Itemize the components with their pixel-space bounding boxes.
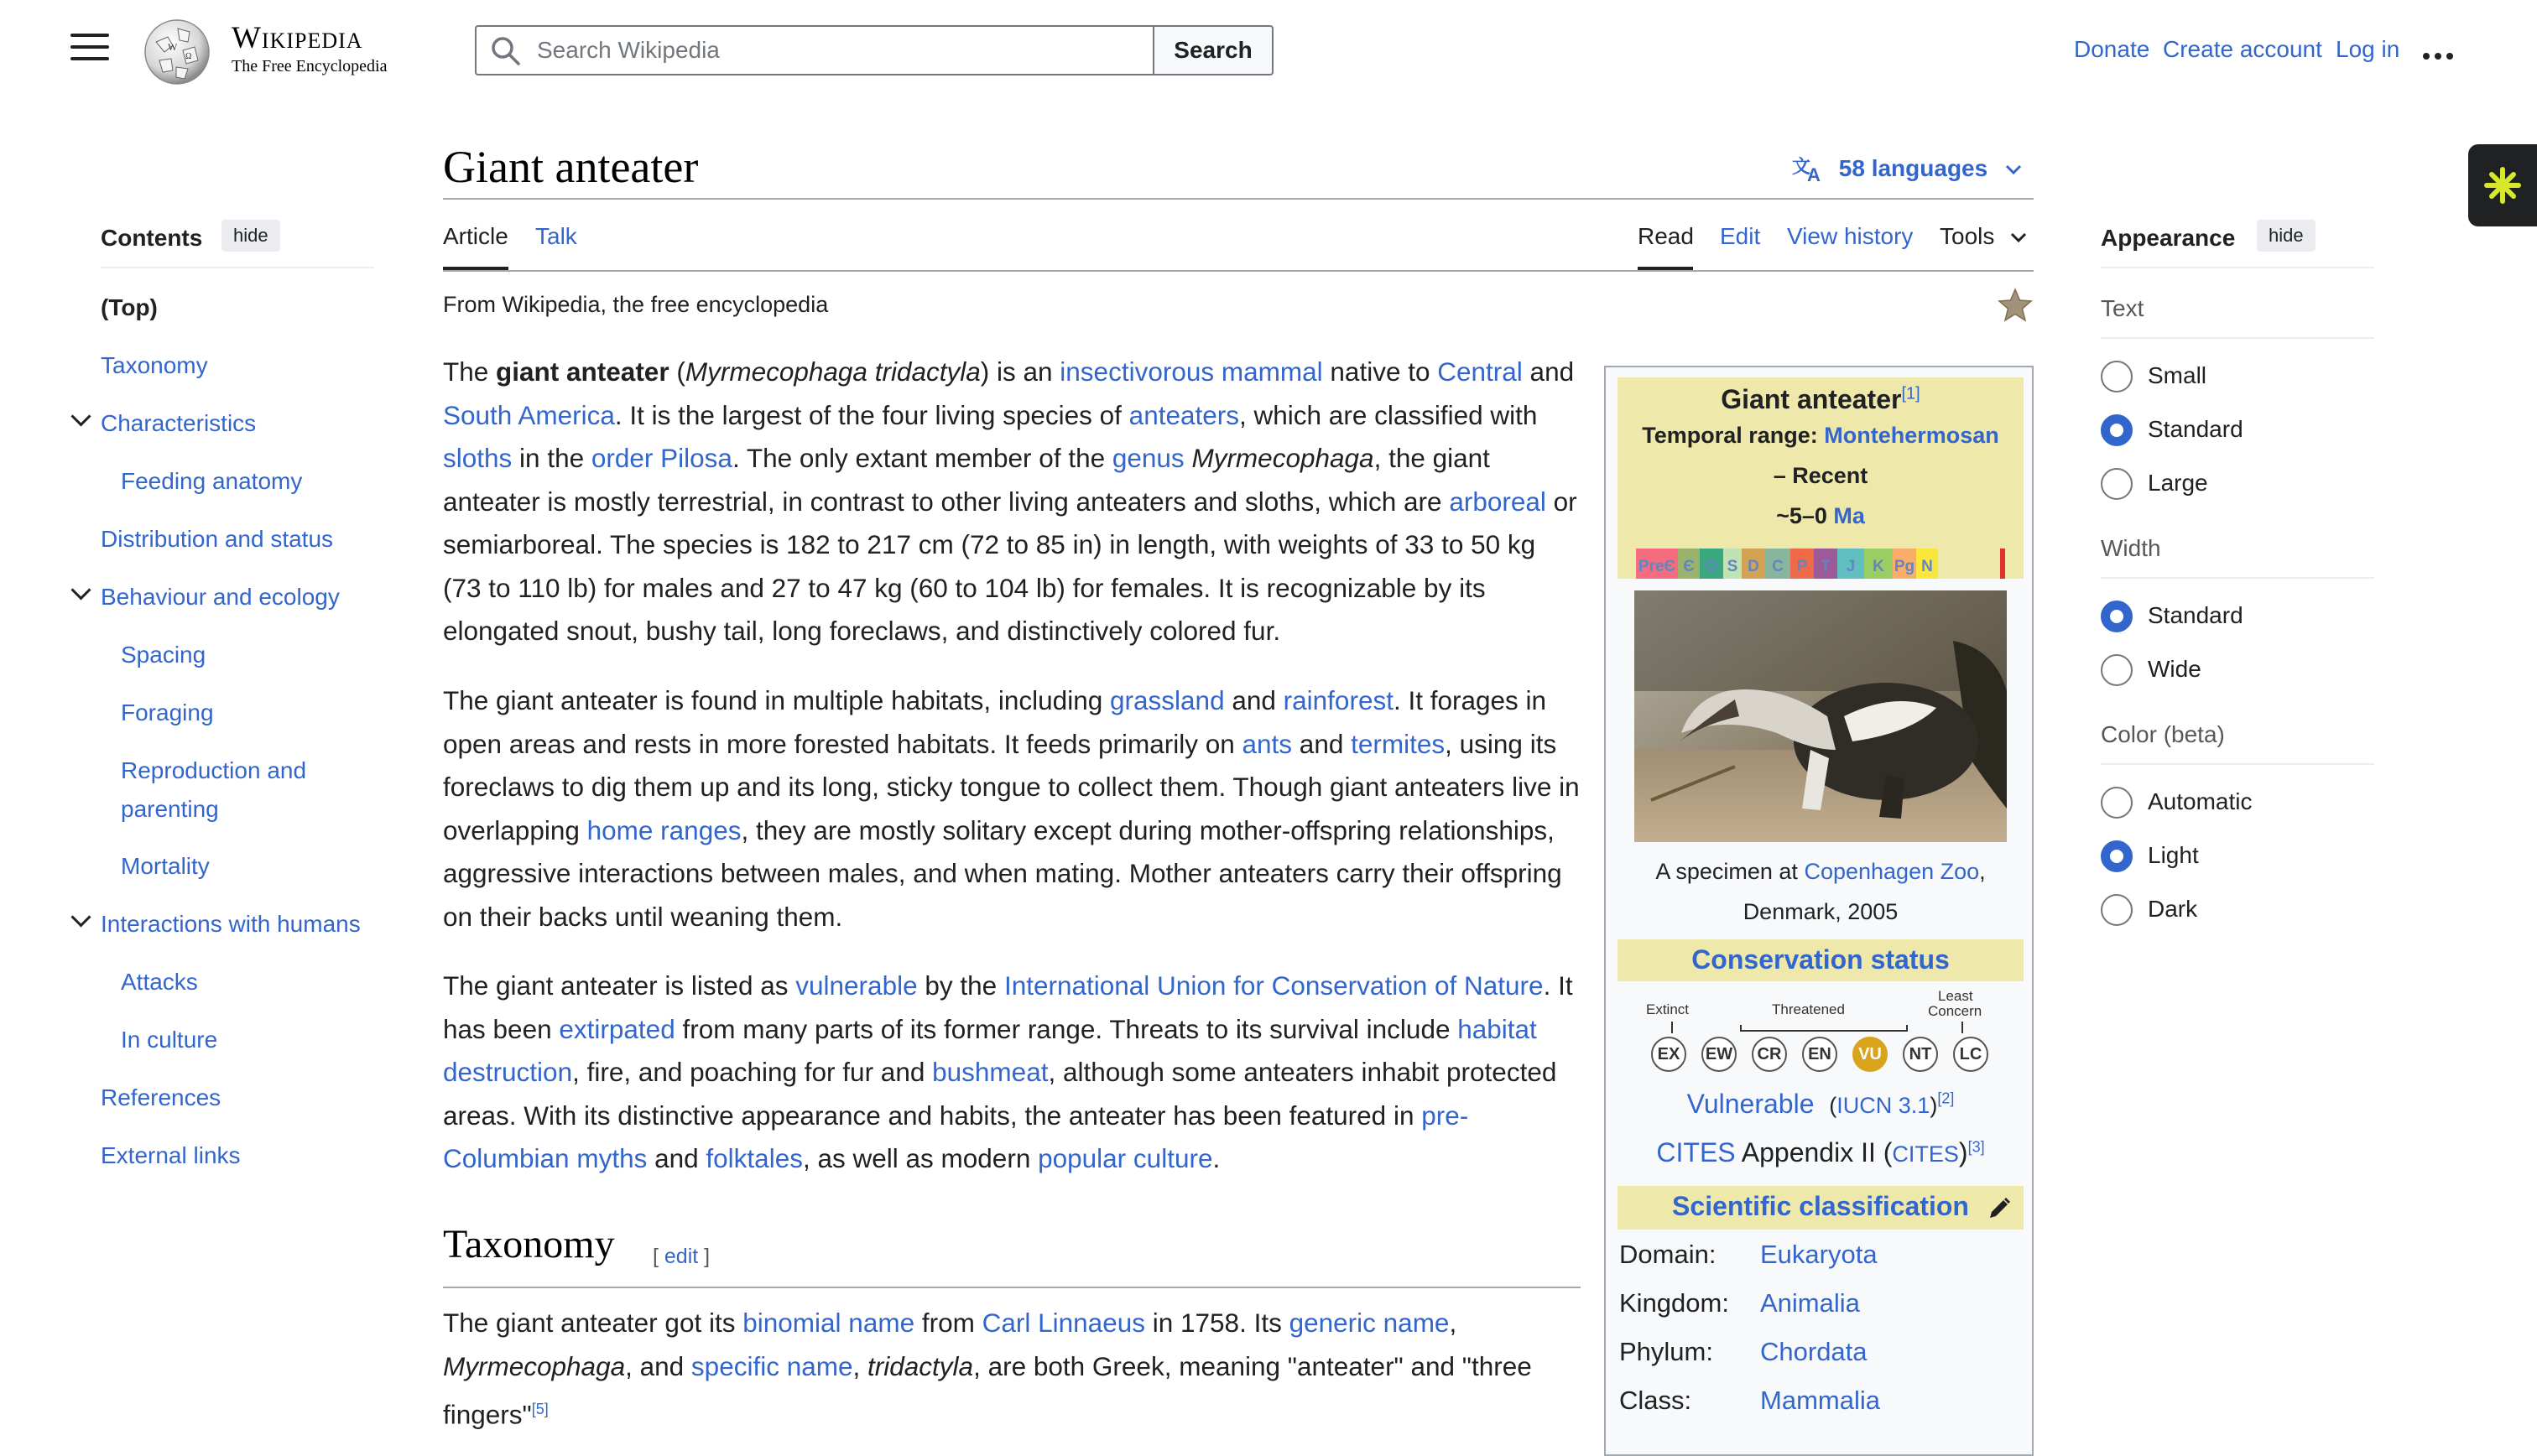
infobox-caption-line1 <box>1606 859 2035 885</box>
toc-item-behaviour[interactable]: Behaviour and ecology <box>101 584 340 610</box>
toc-item-feeding-anatomy[interactable]: Feeding anatomy <box>121 468 303 494</box>
link-termites[interactable]: termites <box>1351 728 1446 759</box>
lc-tick <box>1961 1022 1963 1033</box>
extinct-tick <box>1671 1022 1673 1033</box>
link-home-ranges[interactable]: home ranges <box>586 814 742 845</box>
radio-label[interactable]: Dark <box>2148 896 2198 922</box>
infobox <box>1604 366 2034 1456</box>
timeline-period[interactable]: C <box>1765 549 1790 579</box>
link-south-america[interactable]: South America <box>443 399 615 430</box>
radio-text-large[interactable] <box>2101 468 2133 500</box>
caption-prefix: A specimen at <box>1655 859 1805 884</box>
svg-text:文: 文 <box>1792 156 1811 177</box>
appearance-title: Appearance <box>2101 225 2236 251</box>
iucn-group-threatened: Threatened <box>1772 1001 1845 1017</box>
link-folktales[interactable]: folktales <box>706 1143 803 1173</box>
tab-edit[interactable]: Edit <box>1720 223 1761 249</box>
threatened-bracket <box>1740 1025 1908 1032</box>
timeline-period[interactable]: J <box>1837 549 1864 579</box>
toc-item-attacks[interactable]: Attacks <box>121 969 198 995</box>
cites-link-2[interactable]: CITES <box>1892 1141 1959 1167</box>
section-divider <box>443 1287 1581 1288</box>
watch-star-icon[interactable] <box>1997 287 2034 324</box>
taxonomy-value-kingdom[interactable]: Animalia <box>1760 1288 1860 1318</box>
language-count: 58 languages <box>1838 155 1988 181</box>
page-title: Giant anteater <box>443 142 699 192</box>
title-divider <box>443 198 2034 200</box>
toc-item-distribution[interactable]: Distribution and status <box>101 526 334 552</box>
timeline-period[interactable]: Є <box>1678 549 1700 579</box>
color-divider <box>2101 763 2374 765</box>
chevron-down-icon <box>2004 163 2023 176</box>
temporal-range-line1 <box>1606 423 2035 449</box>
link-arboreal[interactable]: arboreal <box>1449 486 1546 517</box>
cites-ref[interactable]: [3] <box>1967 1138 1985 1156</box>
temporal-ma-value: ~5–0 <box>1776 503 1827 528</box>
appearance-divider <box>2101 267 2374 268</box>
link-bushmeat[interactable]: bushmeat <box>932 1057 1049 1087</box>
wikipedia-globe-logo[interactable] <box>139 17 215 87</box>
svg-text:A: A <box>1807 164 1821 183</box>
chevron-down-icon[interactable] <box>70 907 91 927</box>
status-iucn-open: ( <box>1829 1093 1837 1118</box>
radio-label[interactable]: Large <box>2148 470 2208 496</box>
link-grassland[interactable]: grassland <box>1110 685 1225 715</box>
timeline-period[interactable]: P <box>1790 549 1814 579</box>
radio-text-standard[interactable] <box>2101 414 2133 446</box>
tools-label: Tools <box>1940 223 1995 249</box>
link-binomial-name[interactable]: binomial name <box>742 1308 915 1338</box>
timeline-period[interactable]: K <box>1864 549 1893 579</box>
link-order-pilosa[interactable]: order Pilosa <box>591 443 732 473</box>
timeline-period[interactable]: T <box>1814 549 1837 579</box>
wordmark-text: Wikipedia <box>232 21 363 55</box>
taxonomy-rank-kingdom: Kingdom: <box>1619 1288 1729 1318</box>
iucn-group-concern: Concern <box>1928 1003 1982 1019</box>
radio-label[interactable]: Wide <box>2148 656 2201 682</box>
text-divider <box>2101 337 2374 339</box>
timeline-period[interactable]: PreЄ <box>1636 549 1678 579</box>
link-ants[interactable]: ants <box>1242 728 1293 759</box>
wikipedia-tagline: The Free Encyclopedia <box>232 57 388 75</box>
link-vulnerable[interactable]: vulnerable <box>795 970 918 1001</box>
timeline-range-marker <box>2000 549 2005 579</box>
iucn-category-cr[interactable]: CR <box>1752 1037 1787 1072</box>
link-mammal[interactable]: mammal <box>1221 356 1323 387</box>
iucn-category-en[interactable]: EN <box>1802 1037 1837 1072</box>
toc-item-mortality[interactable]: Mortality <box>121 853 210 879</box>
wikipedia-wordmark[interactable] <box>232 20 363 56</box>
width-divider <box>2101 577 2374 579</box>
radio-width-standard[interactable] <box>2101 601 2133 632</box>
section-edit: [ edit ] <box>653 1245 711 1268</box>
status-line <box>1606 1089 2035 1120</box>
iucn-category-vu[interactable]: VU <box>1852 1037 1888 1072</box>
radio-color-dark[interactable] <box>2101 894 2133 926</box>
toc-item-characteristics[interactable]: Characteristics <box>101 410 257 436</box>
infobox-title-ref[interactable]: [1] <box>1901 384 1920 403</box>
chevron-down-icon <box>2009 231 2028 244</box>
link-specific-name[interactable]: specific name <box>690 1350 853 1381</box>
lead-paragraph-1: The giant anteater (Myrmecophaga tridactyla) is an insectivorous mammal native to Central and South America. It is the largest of the four living species of anteaters, which are classified with sloths in the order Pilosa. The only extant member of the genus Myrmecophaga, the giant anteater is mostly terrestrial, in contrast to other living anteaters and sloths, which are arboreal or semiarboreal. The species is 182 to 217 cm (72 to 85 in) in length, with weights of 33 to 50 kg (73 to 110 lb) for males and 27 to 47 kg (60 to 104 lb) for females. It is recognizable by its elongated snout, bushy tail, long foreclaws, and distinctively colored fur. <box>443 356 1577 646</box>
toc-item-spacing[interactable]: Spacing <box>121 642 206 668</box>
svg-text:Ω: Ω <box>185 52 192 61</box>
radio-text-small[interactable] <box>2101 361 2133 393</box>
toc-item-top[interactable]: (Top) <box>101 294 158 320</box>
status-iucn-link[interactable]: IUCN 3.1 <box>1836 1093 1930 1118</box>
radio-label[interactable]: Light <box>2148 842 2199 868</box>
translate-icon <box>1792 154 1826 183</box>
timeline-period[interactable]: D <box>1742 549 1765 579</box>
taxonomy-paragraph: The giant anteater got its binomial name from Carl Linnaeus in 1758. Its generic name, Myrmecophaga, and specific name, tridactyla, are both Greek, meaning "anteater" and "three fingers"[5] <box>443 1308 1532 1430</box>
more-options-icon[interactable] <box>2423 49 2458 64</box>
tab-view-history[interactable]: View history <box>1787 223 1914 249</box>
link-central-america[interactable]: Central <box>1437 356 1523 387</box>
section-heading-taxonomy: Taxonomy <box>443 1222 615 1266</box>
status-iucn-close: ) <box>1930 1093 1938 1118</box>
link-habitat-destruction[interactable]: habitat destruction <box>443 1013 1537 1087</box>
cites-close: ) <box>1958 1137 1968 1167</box>
pencil-edit-icon[interactable] <box>1987 1196 2012 1221</box>
donate-link[interactable]: Donate <box>2074 36 2150 62</box>
geologic-timeline[interactable] <box>1636 549 2005 579</box>
timeline-period[interactable]: O <box>1700 549 1723 579</box>
tab-read[interactable]: Read <box>1638 223 1694 249</box>
text-size-label: Text <box>2101 295 2144 321</box>
toc-title: Contents <box>101 225 203 251</box>
radio-width-wide[interactable] <box>2101 654 2133 686</box>
search-icon <box>490 35 522 67</box>
temporal-range-label: Temporal range: <box>1642 423 1818 448</box>
search-form <box>475 25 1274 79</box>
tabs-divider <box>443 270 2034 272</box>
lead-paragraph-2: The giant anteater is found in multiple habitats, including grassland and rainforest. It forages in open areas and rests in more forested habitats. It feeds primarily on ants and termites, using its foreclaws to dig them up and its long, sticky tongue to collect them. Though giant anteaters live in overlapping home ranges, they are mostly solitary except during mother-offspring relationships, aggressive interactions between males, and when mating. Mother anteaters carry their offspring on their backs until weaning them. <box>443 685 1580 932</box>
temporal-range-link[interactable]: Montehermosan <box>1824 423 1999 448</box>
appearance-hide-button[interactable]: hide <box>2257 220 2316 252</box>
caption-comma: , <box>1979 859 1986 884</box>
sci-class-header[interactable]: Scientific classification <box>1672 1191 1969 1221</box>
search-button[interactable]: Search <box>1153 25 1274 75</box>
radio-color-light[interactable] <box>2101 840 2133 872</box>
toc-hide-button[interactable]: hide <box>221 220 280 252</box>
infobox-title-text: Giant anteater <box>1721 384 1902 414</box>
floating-widget[interactable] <box>2468 144 2537 226</box>
toc-item-in-culture[interactable]: In culture <box>121 1027 218 1053</box>
iucn-group-extinct: Extinct <box>1646 1001 1690 1017</box>
color-label: Color (beta) <box>2101 721 2225 747</box>
radio-label[interactable]: Small <box>2148 362 2207 388</box>
tools-menu[interactable] <box>1940 223 2028 250</box>
link-popular-culture[interactable]: popular culture <box>1038 1143 1213 1173</box>
taxonomy-rank-class: Class: <box>1619 1386 1692 1415</box>
infobox-title <box>1606 384 2035 415</box>
section-edit-link[interactable]: edit <box>664 1245 699 1268</box>
toc-item-taxonomy[interactable]: Taxonomy <box>101 352 208 378</box>
toc-item-reproduction-line2[interactable]: parenting <box>121 796 219 822</box>
temporal-range-line3 <box>1606 503 2035 529</box>
link-rainforest[interactable]: rainforest <box>1283 685 1394 715</box>
iucn-category-lc[interactable]: LC <box>1953 1037 1988 1072</box>
radio-label[interactable]: Standard <box>2148 416 2243 442</box>
site-subtitle: From Wikipedia, the free encyclopedia <box>443 292 829 317</box>
taxonomy-rank-domain: Domain: <box>1619 1240 1717 1269</box>
caption-zoo-link[interactable]: Copenhagen Zoo <box>1804 859 1980 884</box>
log-in-link[interactable]: Log in <box>2336 36 2400 62</box>
search-input[interactable] <box>475 25 1153 75</box>
link-iucn[interactable]: International Union for Conservation of Nature <box>1003 970 1544 1001</box>
toc-item-reproduction[interactable]: Reproduction and <box>121 757 307 783</box>
iucn-category-nt[interactable]: NT <box>1903 1037 1938 1072</box>
conservation-status-header[interactable]: Conservation status <box>1691 944 1950 975</box>
link-insectivorous[interactable]: insectivorous <box>1060 356 1215 387</box>
link-carl-linnaeus[interactable]: Carl Linnaeus <box>982 1308 1145 1338</box>
timeline-period[interactable]: S <box>1723 549 1742 579</box>
width-label: Width <box>2101 535 2161 561</box>
taxonomy-value-phylum[interactable]: Chordata <box>1760 1337 1868 1366</box>
link-anteaters[interactable]: anteaters <box>1128 399 1240 430</box>
cites-link[interactable]: CITES <box>1656 1137 1736 1167</box>
toc-divider <box>101 267 374 268</box>
timeline-period[interactable]: Pg <box>1893 549 1916 579</box>
toc-item-foraging[interactable]: Foraging <box>121 699 214 725</box>
main-menu-icon[interactable] <box>70 34 109 67</box>
status-ref[interactable]: [2] <box>1937 1089 1955 1107</box>
radio-label[interactable]: Standard <box>2148 602 2243 628</box>
giant-anteater-photo[interactable] <box>1634 590 2007 842</box>
chevron-down-icon[interactable] <box>70 580 91 600</box>
tab-article[interactable]: Article <box>443 223 508 249</box>
temporal-ma-link[interactable]: Ma <box>1833 503 1865 528</box>
chevron-down-icon[interactable] <box>70 406 91 426</box>
taxonomy-rank-phylum: Phylum: <box>1619 1337 1713 1366</box>
language-button[interactable] <box>1792 154 2023 183</box>
toc-item-references[interactable]: References <box>101 1084 221 1110</box>
link-pre-columbian-myths[interactable]: pre-Columbian myths <box>443 1100 1469 1173</box>
link-genus[interactable]: genus <box>1112 443 1185 473</box>
iucn-group-least: Least <box>1938 988 1973 1004</box>
link-generic-name[interactable]: generic name <box>1289 1308 1450 1338</box>
cites-line <box>1606 1137 2035 1168</box>
taxonomy-value-domain[interactable]: Eukaryota <box>1760 1240 1878 1269</box>
link-sloths[interactable]: sloths <box>443 443 513 473</box>
timeline-period[interactable]: N <box>1916 549 1938 579</box>
toc-item-interactions[interactable]: Interactions with humans <box>101 911 361 937</box>
tab-talk[interactable]: Talk <box>535 223 577 249</box>
sparkle-icon <box>2468 144 2537 226</box>
iucn-category-ew[interactable]: EW <box>1701 1037 1737 1072</box>
lead-paragraph-3: The giant anteater is listed as vulnerable by the International Union for Conservation of Nature. It has been extirpated from many parts of its former range. Threats to its survival include habitat destruction, fire, and poaching for fur and bushmeat, although some anteaters inhabit protected areas. With its distinctive appearance and habits, the anteater has been featured in pre-Columbian myths and folktales, as well as modern popular culture. <box>443 970 1573 1173</box>
toc-item-external-links[interactable]: External links <box>101 1142 241 1168</box>
status-vulnerable-link[interactable]: Vulnerable <box>1686 1089 1815 1119</box>
svg-text:W: W <box>168 41 178 53</box>
temporal-range-line2: – Recent <box>1773 463 1868 488</box>
link-extirpated[interactable]: extirpated <box>559 1013 675 1044</box>
taxonomy-value-class[interactable]: Mammalia <box>1760 1386 1880 1415</box>
radio-label[interactable]: Automatic <box>2148 788 2253 814</box>
radio-color-automatic[interactable] <box>2101 787 2133 819</box>
infobox-caption-line2: Denmark, 2005 <box>1743 899 1899 924</box>
iucn-category-ex[interactable]: EX <box>1651 1037 1686 1072</box>
cites-appendix: Appendix II ( <box>1735 1137 1893 1167</box>
create-account-link[interactable]: Create account <box>2163 36 2322 62</box>
